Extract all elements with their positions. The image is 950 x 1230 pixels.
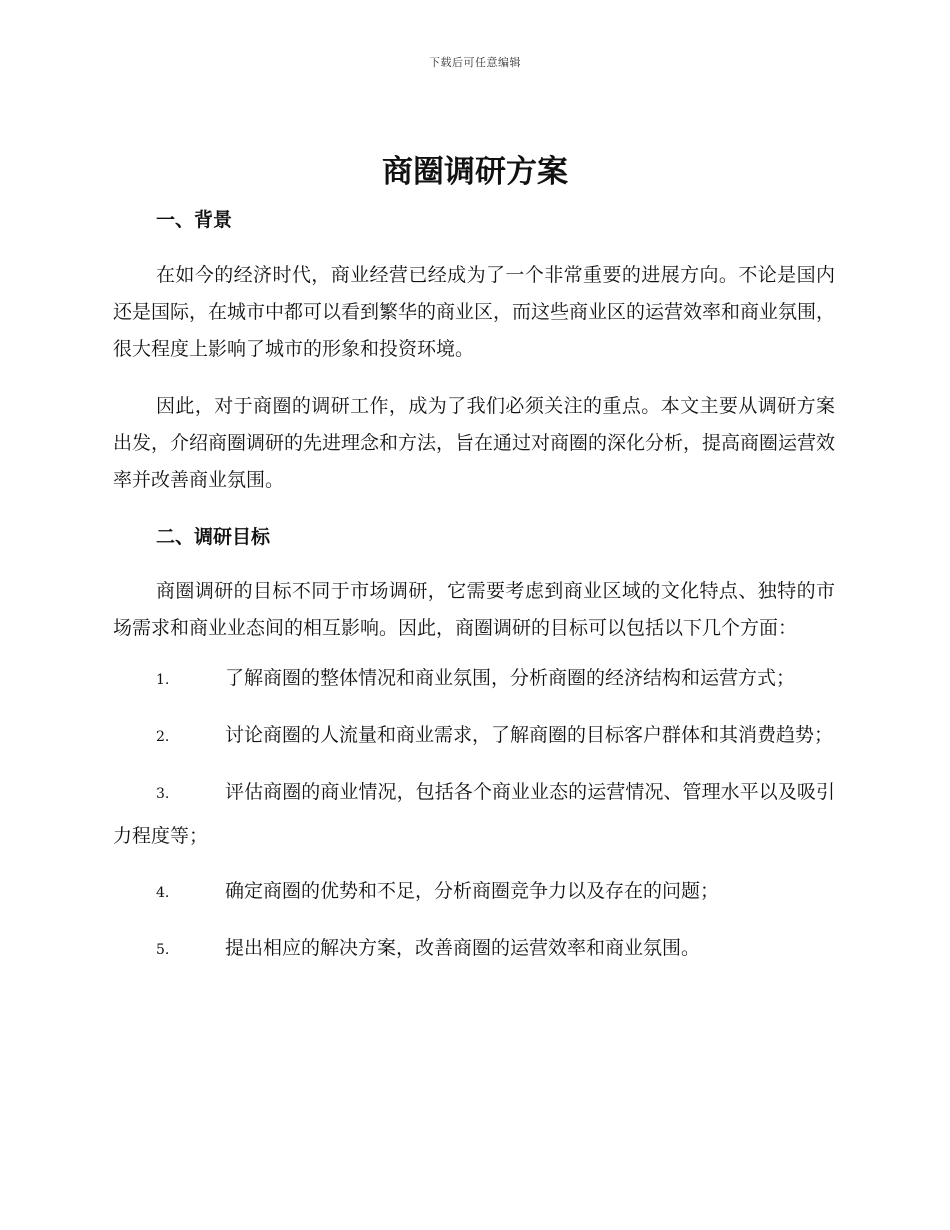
- background-paragraph-2: 因此，对于商圈的调研工作，成为了我们必须关注的重点。本文主要从调研方案出发，介绍商圈调研的先进理念和方法，旨在通过对商圈的深化分析，提高商圈运营效率并改善商业氛围。: [113, 395, 836, 491]
- list-item: [113, 870, 835, 914]
- document-body: [113, 204, 835, 971]
- document-title: 商圈调研方案: [382, 154, 568, 190]
- list-item-number: 3.: [156, 786, 170, 802]
- list-item-text: 评估商圈的商业情况，包括各个商业业态的运营情况、管理水平以及吸引力程度等；: [113, 781, 835, 847]
- list-item-number: 4.: [156, 885, 170, 901]
- list-item: [113, 927, 835, 971]
- list-item: [113, 771, 835, 857]
- section-heading-research-goals: 二、调研目标: [156, 526, 271, 548]
- list-item-number: 2.: [156, 729, 170, 745]
- list-item-number: 5.: [156, 942, 170, 958]
- goals-intro-paragraph: 商圈调研的目标不同于市场调研，它需要考虑到商业区域的文化特点、独特的市场需求和商业业态间的相互影响。因此，商圈调研的目标可以包括以下几个方面：: [113, 580, 835, 639]
- section-heading-background: 一、背景: [156, 209, 233, 231]
- list-item: [113, 657, 835, 701]
- list-item-text: 提出相应的解决方案，改善商圈的运营效率和商业氛围。: [225, 937, 701, 959]
- list-item-text: 讨论商圈的人流量和商业需求，了解商圈的目标客户群体和其消费趋势；: [225, 724, 834, 746]
- list-item-text: 确定商圈的优势和不足，分析商圈竞争力以及存在的问题；: [225, 880, 720, 902]
- list-item-text: 了解商圈的整体情况和商业氛围，分析商圈的经济结构和运营方式；: [225, 667, 796, 689]
- background-paragraph-1: 在如今的经济时代，商业经营已经成为了一个非常重要的进展方向。不论是国内还是国际，在城市中都可以看到繁华的商业区，而这些商业区的运营效率和商业氛围，很大程度上影响了城市的形象和投资环境。: [113, 264, 836, 360]
- page-header-note: 下载后可任意编辑: [429, 56, 521, 69]
- list-item-number: 1.: [156, 672, 170, 688]
- goals-list: [113, 657, 835, 971]
- list-item: [113, 714, 835, 758]
